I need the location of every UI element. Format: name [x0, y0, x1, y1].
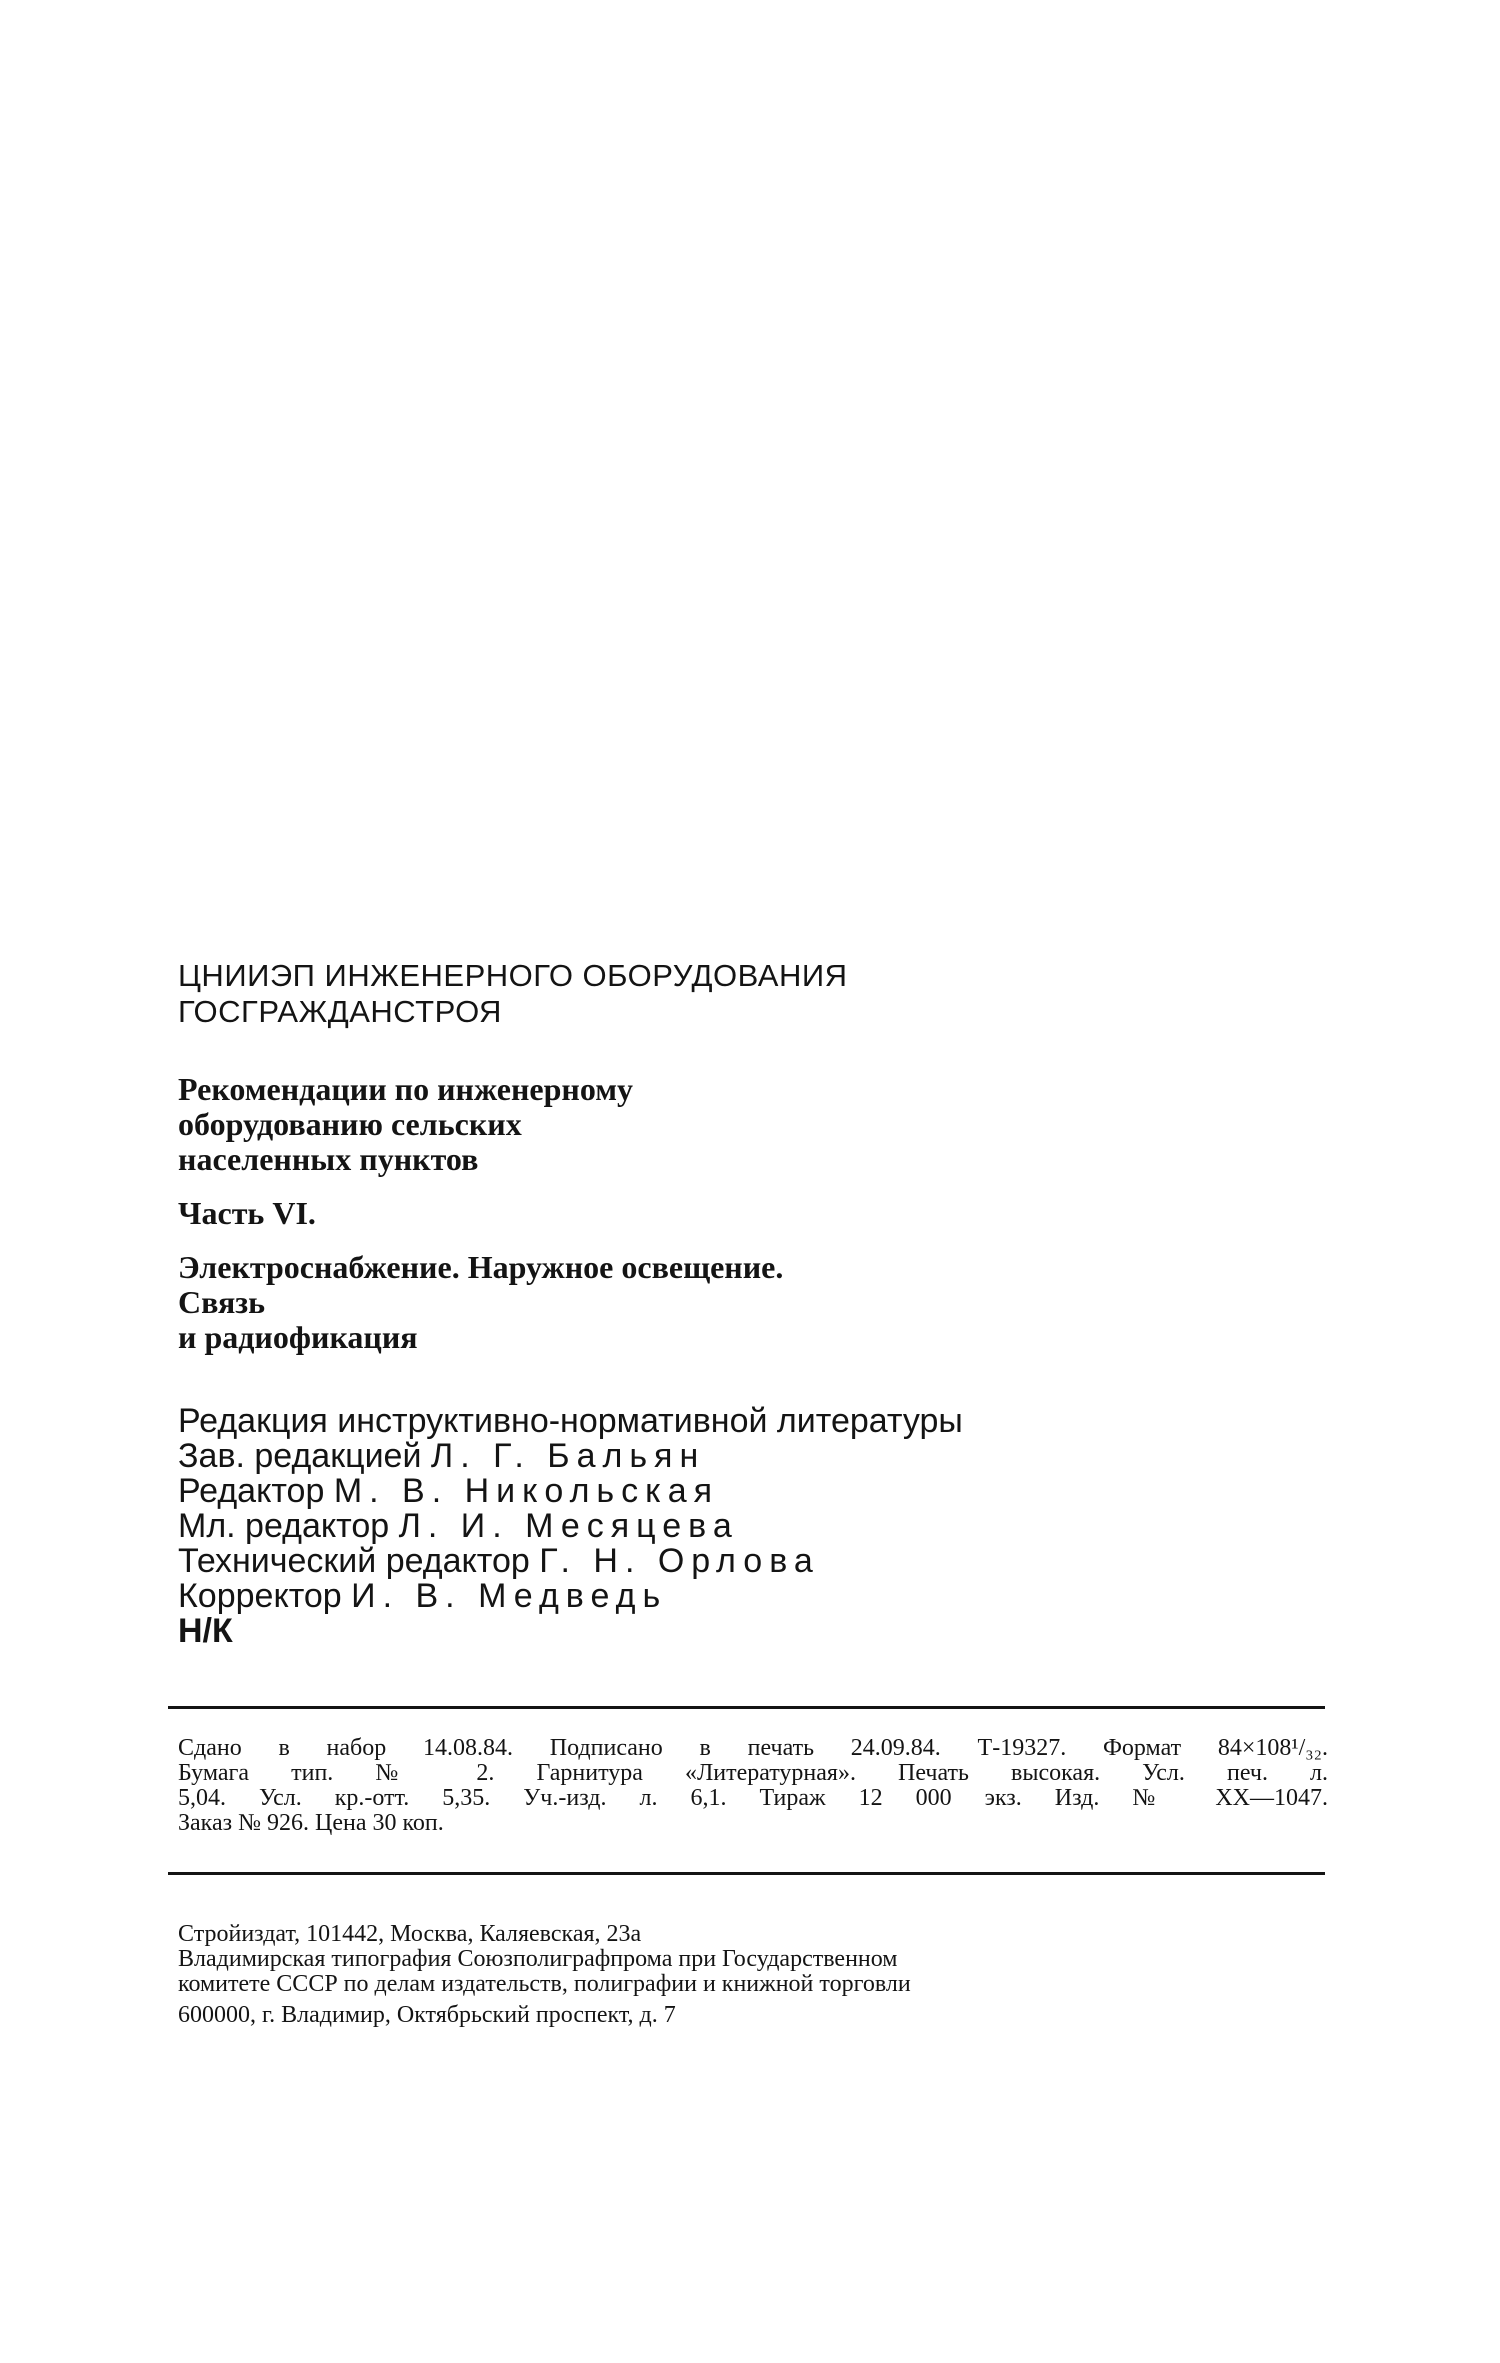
- organization-heading: [178, 958, 848, 1030]
- divider-top: [168, 1706, 1325, 1709]
- subtitle-line-2: Связь: [178, 1284, 266, 1320]
- title-line-2: оборудованию сельских: [178, 1106, 522, 1142]
- imprint-line-1: Сдано в набор 14.08.84. Подписано в печать 24.09.84. Т-19327. Формат 84×108¹/₃₂.: [178, 1735, 1328, 1761]
- part-number: [178, 1196, 316, 1231]
- title-line-1: Рекомендации по инженерному: [178, 1071, 634, 1107]
- title-line-3: населенных пунктов: [178, 1141, 479, 1177]
- staff-editor: [178, 1474, 963, 1509]
- imprint-line-3: 5,04. Усл. кр.-отт. 5,35. Уч.-изд. л. 6,1. Тираж 12 000 экз. Изд. № XX—1047.: [178, 1785, 1328, 1811]
- subtitle-line-1: Электроснабжение. Наружное освещение.: [178, 1249, 784, 1285]
- organization-line-2: ГОСГРАЖДАНСТРОЯ: [178, 994, 502, 1029]
- staff-role: Зав. редакцией: [178, 1437, 422, 1475]
- staff-head: [178, 1439, 963, 1474]
- staff-tech-editor: [178, 1544, 963, 1579]
- subtitle-line-3: и радиофикация: [178, 1319, 418, 1355]
- divider-bottom: [168, 1872, 1325, 1875]
- imprint-line-4: Заказ № 926. Цена 30 коп.: [178, 1810, 444, 1836]
- staff-role: Корректор: [178, 1577, 342, 1615]
- part-label: Часть VI.: [178, 1195, 316, 1231]
- organization-line-1: ЦНИИЭП ИНЖЕНЕРНОГО ОБОРУДОВАНИЯ: [178, 958, 848, 993]
- publisher-line-1: Стройиздат, 101442, Москва, Каляевская, 23а: [178, 1921, 642, 1947]
- staff-name: И. В. Медведь: [351, 1577, 668, 1615]
- editorial-staff: [178, 1404, 963, 1649]
- imprint-line-2: Бумага тип. № 2. Гарнитура «Литературная». Печать высокая. Усл. печ. л.: [178, 1760, 1328, 1786]
- staff-name: Л. Г. Бальян: [430, 1437, 706, 1475]
- book-subtitle: [178, 1250, 783, 1355]
- staff-name: Г. Н. Орлова: [539, 1542, 820, 1580]
- publisher-line-3: комитете СССР по делам издательств, полиграфии и книжной торговли: [178, 1971, 911, 1997]
- department-name: Редакция инструктивно-нормативной литературы: [178, 1402, 963, 1440]
- staff-junior-editor: [178, 1509, 963, 1544]
- imprint-details: [178, 1736, 1328, 1836]
- staff-name: М. В. Никольская: [333, 1472, 720, 1510]
- publisher-info: [178, 1922, 911, 2028]
- staff-proofreader: [178, 1579, 963, 1614]
- staff-role: Редактор: [178, 1472, 325, 1510]
- staff-role: Мл. редактор: [178, 1507, 390, 1545]
- book-title: [178, 1072, 633, 1177]
- staff-role: Технический редактор: [178, 1542, 530, 1580]
- publisher-line-2: Владимирская типография Союзполиграфпрома при Государственном: [178, 1946, 898, 1972]
- edition-code: Н/К: [178, 1612, 233, 1650]
- staff-name: Л. И. Месяцева: [398, 1507, 739, 1545]
- printer-address: 600000, г. Владимир, Октябрьский проспект, д. 7: [178, 2002, 676, 2028]
